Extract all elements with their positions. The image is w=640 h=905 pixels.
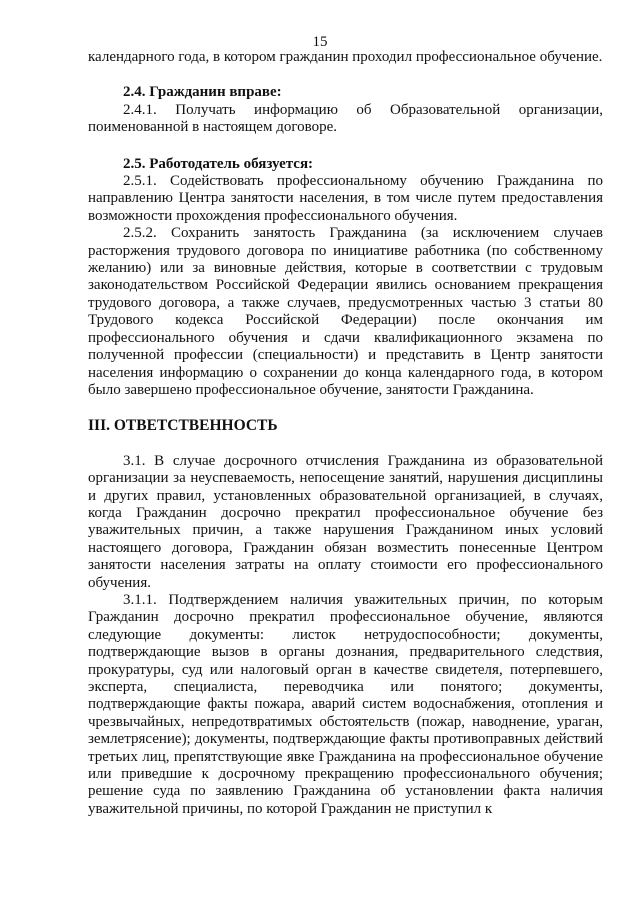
paragraph-continuation: календарного года, в котором гражданин проходил профессиональное обучение.: [88, 49, 603, 65]
paragraph-3-1: 3.1. В случае досрочного отчисления Гражданина из образовательной организации за неуспеваемость, непосещение занятий, нарушения дисциплины и других правил, установленных образовательной организацией, в случаях, когда Гражданин досрочно прекратил профессиональное обучение без уважительных причин, а также нарушения Гражданином иных условий настоящего договора, Гражданин обязан возместить понесенные Центром занятости населения затраты на оплату стоимости его профессионального обучения.: [88, 452, 603, 591]
heading-2-4: 2.4. Гражданин вправе:: [123, 84, 282, 101]
spacer: [88, 435, 603, 453]
document-body: [88, 49, 603, 818]
section-title-responsibility: III. ОТВЕТСТВЕННОСТЬ: [88, 417, 278, 435]
spacer: [88, 66, 603, 84]
paragraph-2-5-1: 2.5.1. Содействовать профессиональному обучению Гражданина по направлению Центра занятости населения, в том числе путем предоставления возможности прохождения профессионального обучения.: [88, 173, 603, 224]
spacer: [88, 137, 603, 156]
paragraph-2-4-1: 2.4.1. Получать информацию об Образовательной организации, поименованной в настоящем договоре.: [88, 101, 603, 136]
paragraph-3-1-1: 3.1.1. Подтверждением наличия уважительных причин, по которым Гражданин досрочно прекратил профессиональное обучение, являются следующие документы: листок нетрудоспособности; документы, подтверждающие вызов в органы дознания, предварительного следствия, прокуратуры, суд или налоговый орган в качестве свидетеля, потерпевшего, эксперта, специалиста, переводчика или понятого; документы, подтверждающие факты пожара, аварий систем водоснабжения, отопления и чрезвычайных, непредотвратимых обстоятельств (пожар, наводнение, ураган, землетрясение); документы, подтверждающие факты противоправных действий третьих лиц, препятствующие явке Гражданина на профессиональное обучение или приведшие к досрочному прекращению профессионального обучения; решение суда по заявлению Гражданина об установлении факта наличия уважительной причины, по которой Гражданин не приступил к: [88, 591, 603, 817]
paragraph-2-5-2: 2.5.2. Сохранить занятость Гражданина (за исключением случаев расторжения трудового договора по инициативе работника (по собственному желанию) или за виновные действия, которые в соответствии с трудовым законодательством Российской Федерации явились основанием прекращения трудового договора, а также случаев, предусмотренных частью 3 статьи 80 Трудового кодекса Российской Федерации) после окончания им профессионального обучения и сдачи квалификационного экзамена по полученной профессии (специальности) и представить в Центр занятости населения информацию о сохранении до конца календарного года, в котором было завершено профессиональное обучение, занятости Гражданина.: [88, 225, 603, 398]
spacer: [88, 399, 603, 417]
heading-2-5: 2.5. Работодатель обязуется:: [123, 155, 314, 172]
page-number: 15: [312, 34, 328, 50]
